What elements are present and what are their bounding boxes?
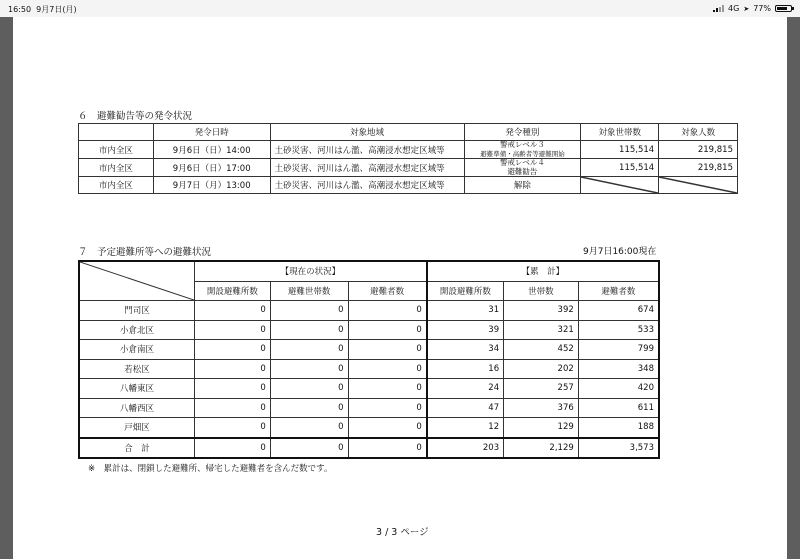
page-number: 3 / 3 ページ xyxy=(376,527,429,538)
battery-percent: 77% xyxy=(753,4,771,13)
status-time-date: 16:50 9月7日(月) xyxy=(8,5,77,14)
value-cell: 129 xyxy=(504,418,579,438)
header-cell: 発令日時 xyxy=(153,124,270,141)
table-row xyxy=(79,398,659,418)
current-status-header: 【現在の状況】 xyxy=(194,261,426,281)
empty-people-cell xyxy=(659,177,738,194)
value-cell: 0 xyxy=(194,320,270,340)
value-cell: 611 xyxy=(578,398,659,418)
value-cell: 202 xyxy=(504,359,579,379)
total-cell: 203 xyxy=(427,438,504,459)
total-cell: 0 xyxy=(270,438,348,459)
cumulative-header: 【累 計】 xyxy=(427,261,659,281)
datetime-cell: 9月7日（月）13:00 xyxy=(153,177,270,194)
value-cell: 533 xyxy=(578,320,659,340)
table-row xyxy=(79,359,659,379)
footnote: ※ 累計は、閉鎖した避難所、帰宅した避難者を含んだ数です。 xyxy=(88,464,333,474)
header-cell xyxy=(79,124,154,141)
region-cell: 土砂災害、河川はん濫、高潮浸水想定区域等 xyxy=(270,177,464,194)
subheader-cell: 開設避難所数 xyxy=(427,281,504,301)
subheader-cell: 避難世帯数 xyxy=(270,281,348,301)
table-header-row xyxy=(79,124,738,141)
ward-name: 若松区 xyxy=(79,359,194,379)
total-cell: 0 xyxy=(194,438,270,459)
value-cell: 0 xyxy=(348,320,427,340)
evacuation-order-table xyxy=(78,123,738,194)
datetime-cell: 9月6日（日）14:00 xyxy=(153,141,270,159)
battery-icon xyxy=(775,5,792,12)
table-row xyxy=(79,301,659,321)
value-cell: 16 xyxy=(427,359,504,379)
status-indicators xyxy=(713,4,792,13)
subheader-cell: 世帯数 xyxy=(504,281,579,301)
value-cell: 376 xyxy=(504,398,579,418)
subheader-cell: 開設避難所数 xyxy=(194,281,270,301)
people-cell: 219,815 xyxy=(659,141,738,159)
value-cell: 0 xyxy=(270,418,348,438)
value-cell: 257 xyxy=(504,379,579,399)
value-cell: 0 xyxy=(194,379,270,399)
region-cell: 土砂災害、河川はん濫、高潮浸水想定区域等 xyxy=(270,159,464,177)
value-cell: 0 xyxy=(348,398,427,418)
value-cell: 0 xyxy=(270,320,348,340)
order-type-cell: 解除 xyxy=(464,177,581,194)
value-cell: 0 xyxy=(348,359,427,379)
value-cell: 47 xyxy=(427,398,504,418)
ward-name: 八幡東区 xyxy=(79,379,194,399)
ward-name: 門司区 xyxy=(79,301,194,321)
header-cell: 対象世帯数 xyxy=(581,124,659,141)
location-icon: ➤ xyxy=(743,4,750,13)
total-cell: 0 xyxy=(348,438,427,459)
group-header-row xyxy=(79,261,659,281)
value-cell: 0 xyxy=(270,340,348,360)
table-row xyxy=(79,141,738,159)
header-cell: 対象地域 xyxy=(270,124,464,141)
value-cell: 0 xyxy=(348,379,427,399)
value-cell: 0 xyxy=(348,340,427,360)
header-cell: 対象人数 xyxy=(659,124,738,141)
value-cell: 0 xyxy=(194,418,270,438)
ward-name: 小倉北区 xyxy=(79,320,194,340)
corner-cell xyxy=(79,261,194,301)
ward-name: 戸畑区 xyxy=(79,418,194,438)
header-cell: 発令種別 xyxy=(464,124,581,141)
value-cell: 0 xyxy=(270,359,348,379)
value-cell: 799 xyxy=(578,340,659,360)
value-cell: 39 xyxy=(427,320,504,340)
section6-title: ６ 避難勧告等の発令状況 xyxy=(78,111,193,122)
households-cell: 115,514 xyxy=(581,141,659,159)
value-cell: 34 xyxy=(427,340,504,360)
as-of-time: 9月7日16:00現在 xyxy=(583,247,657,257)
order-type-cell: 警戒レベル３ 避難準備・高齢者等避難開始 xyxy=(464,141,581,159)
cellular-signal-icon xyxy=(713,5,724,12)
value-cell: 0 xyxy=(270,398,348,418)
table-row xyxy=(79,320,659,340)
total-label: 合 計 xyxy=(79,438,194,459)
area-cell: 市内全区 xyxy=(79,177,154,194)
subheader-cell: 避難者数 xyxy=(348,281,427,301)
value-cell: 674 xyxy=(578,301,659,321)
total-cell: 2,129 xyxy=(504,438,579,459)
area-cell: 市内全区 xyxy=(79,141,154,159)
table-row xyxy=(79,159,738,177)
value-cell: 452 xyxy=(504,340,579,360)
total-cell: 3,573 xyxy=(578,438,659,459)
value-cell: 348 xyxy=(578,359,659,379)
value-cell: 0 xyxy=(348,418,427,438)
status-bar xyxy=(0,0,800,17)
table-row xyxy=(79,177,738,194)
people-cell: 219,815 xyxy=(659,159,738,177)
value-cell: 0 xyxy=(270,379,348,399)
section7-title: ７ 予定避難所等への避難状況 xyxy=(78,247,212,258)
value-cell: 0 xyxy=(194,340,270,360)
datetime-cell: 9月6日（日）17:00 xyxy=(153,159,270,177)
value-cell: 392 xyxy=(504,301,579,321)
shelter-status-table xyxy=(78,260,660,459)
document-page xyxy=(13,17,787,559)
ward-name: 小倉南区 xyxy=(79,340,194,360)
region-cell: 土砂災害、河川はん濫、高潮浸水想定区域等 xyxy=(270,141,464,159)
table-row xyxy=(79,379,659,399)
value-cell: 0 xyxy=(194,301,270,321)
table-row xyxy=(79,418,659,438)
value-cell: 0 xyxy=(348,301,427,321)
value-cell: 0 xyxy=(194,398,270,418)
value-cell: 0 xyxy=(270,301,348,321)
network-label: 4G xyxy=(728,4,740,13)
area-cell: 市内全区 xyxy=(79,159,154,177)
empty-households-cell xyxy=(581,177,659,194)
subheader-cell: 避難者数 xyxy=(578,281,659,301)
total-row xyxy=(79,438,659,459)
table-row xyxy=(79,340,659,360)
value-cell: 188 xyxy=(578,418,659,438)
value-cell: 321 xyxy=(504,320,579,340)
value-cell: 420 xyxy=(578,379,659,399)
value-cell: 0 xyxy=(194,359,270,379)
ward-name: 八幡西区 xyxy=(79,398,194,418)
order-type-cell: 警戒レベル４ 避難勧告 xyxy=(464,159,581,177)
households-cell: 115,514 xyxy=(581,159,659,177)
value-cell: 31 xyxy=(427,301,504,321)
value-cell: 24 xyxy=(427,379,504,399)
value-cell: 12 xyxy=(427,418,504,438)
